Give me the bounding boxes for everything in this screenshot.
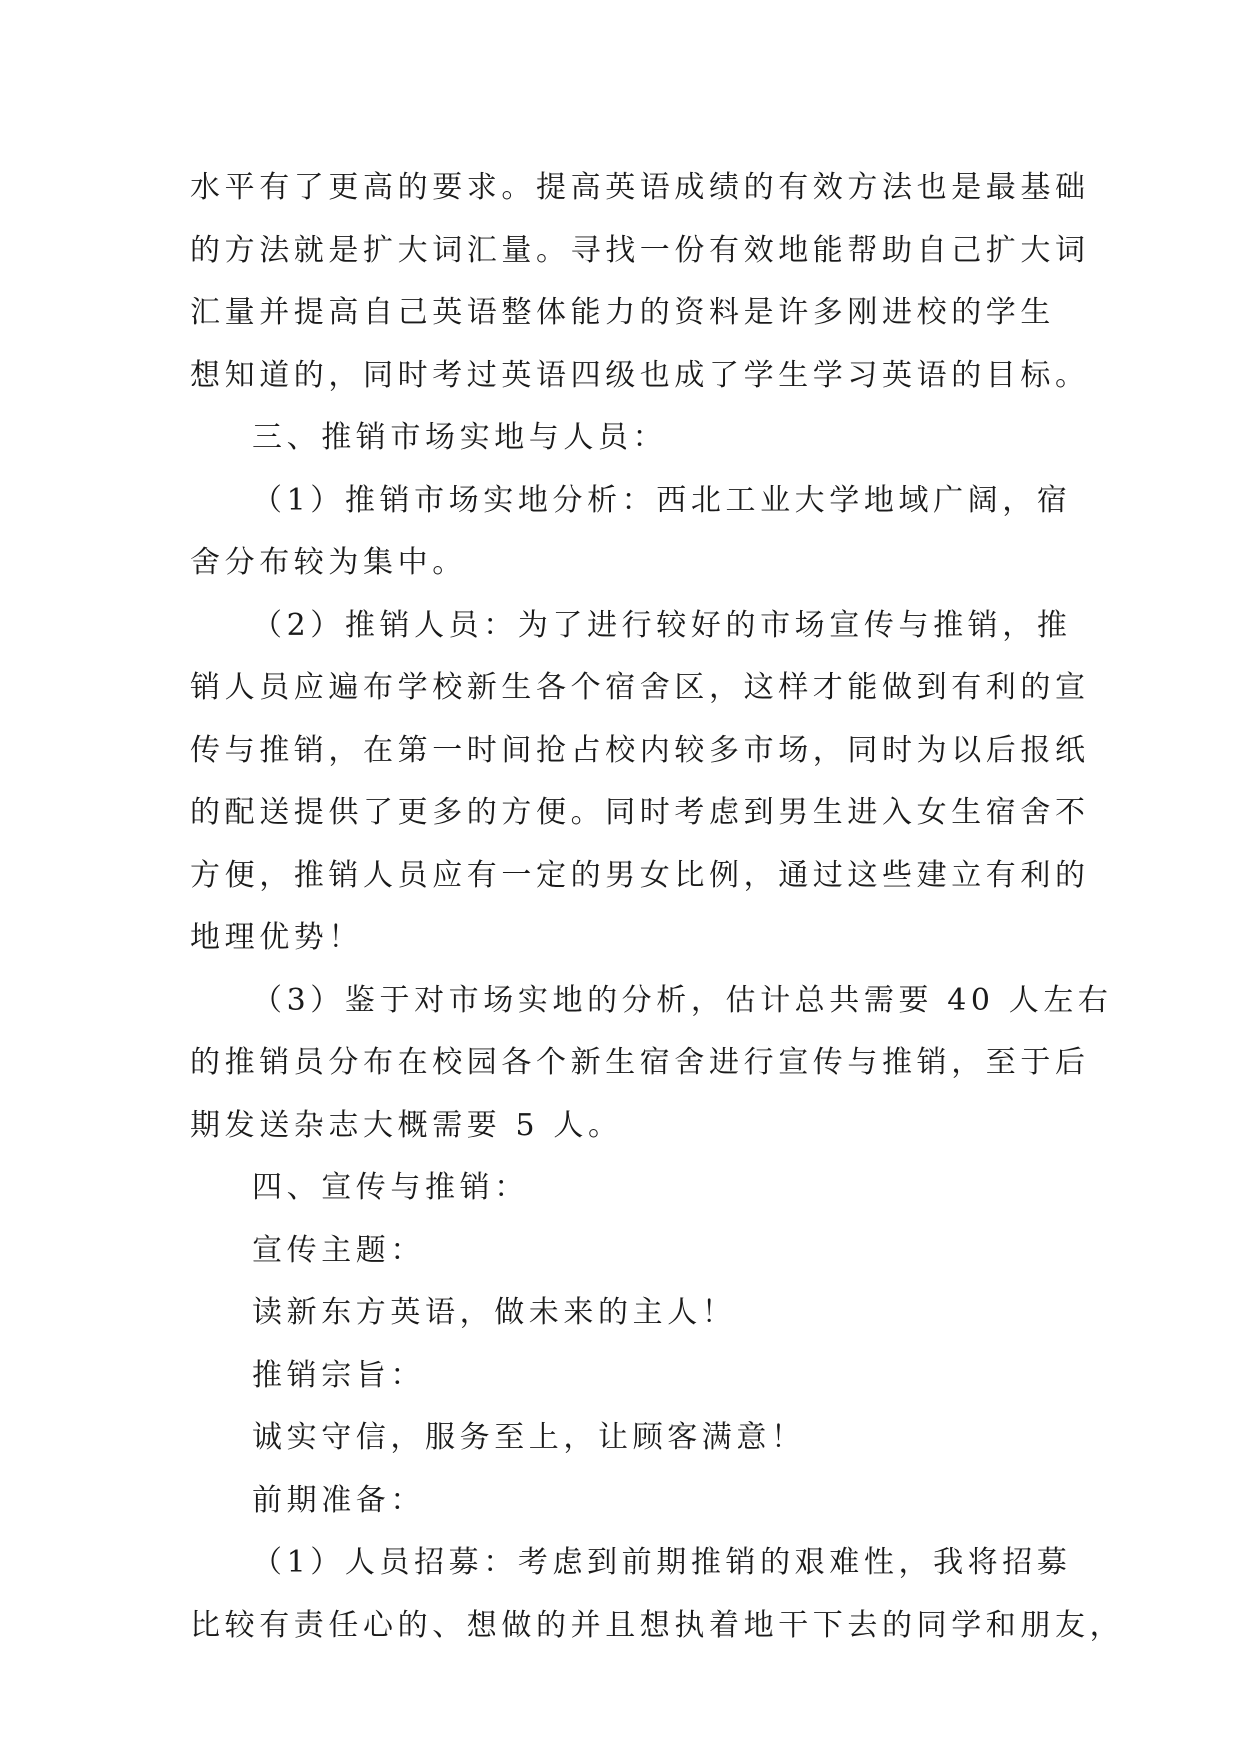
text-line: 想知道的，同时考过英语四级也成了学生学习英语的目标。 xyxy=(190,357,1090,393)
text-line: 汇量并提高自己英语整体能力的资料是许多刚进校的学生 xyxy=(190,295,1055,330)
text-line: 地理优势！ xyxy=(190,920,363,955)
text-line: 方便，推销人员应有一定的男女比例，通过这些建立有利的 xyxy=(190,857,1090,893)
section-heading-4: 四、宣传与推销： xyxy=(252,1170,529,1205)
text-line: 诚实守信，服务至上，让顾客满意！ xyxy=(252,1420,806,1455)
subheading: 推销宗旨： xyxy=(252,1357,425,1393)
text-line: （1）人员招募：考虑到前期推销的艰难性，我将招募 xyxy=(252,1545,1072,1580)
text-line: （3）鉴于对市场实地的分析，估计总共需要 40 人左右 xyxy=(252,982,1113,1018)
text-line: 水平有了更高的要求。提高英语成绩的有效方法也是最基础 xyxy=(190,170,1090,205)
text-line: 期发送杂志大概需要 5 人。 xyxy=(190,1107,623,1143)
subheading: 前期准备： xyxy=(252,1482,425,1518)
text-line: 的推销员分布在校园各个新生宿舍进行宣传与推销，至于后 xyxy=(190,1045,1090,1080)
text-line: 传与推销，在第一时间抢占校内较多市场，同时为以后报纸 xyxy=(190,732,1090,768)
text-line: 比较有责任心的、想做的并且想执着地干下去的同学和朋友， xyxy=(190,1607,1125,1643)
text-line: （2）推销人员：为了进行较好的市场宣传与推销，推 xyxy=(252,607,1072,643)
document-body xyxy=(190,157,1125,1657)
text-line: 的配送提供了更多的方便。同时考虑到男生进入女生宿舍不 xyxy=(190,795,1090,830)
text-line: 销人员应遍布学校新生各个宿舍区，这样才能做到有利的宣 xyxy=(190,670,1090,705)
text-line: 读新东方英语，做未来的主人！ xyxy=(252,1295,737,1330)
text-line: （1）推销市场实地分析：西北工业大学地域广阔，宿 xyxy=(252,482,1072,518)
section-heading-3: 三、推销市场实地与人员： xyxy=(252,420,668,455)
subheading: 宣传主题： xyxy=(252,1232,425,1268)
text-line: 舍分布较为集中。 xyxy=(190,545,467,580)
text-line: 的方法就是扩大词汇量。寻找一份有效地能帮助自己扩大词 xyxy=(190,232,1090,268)
